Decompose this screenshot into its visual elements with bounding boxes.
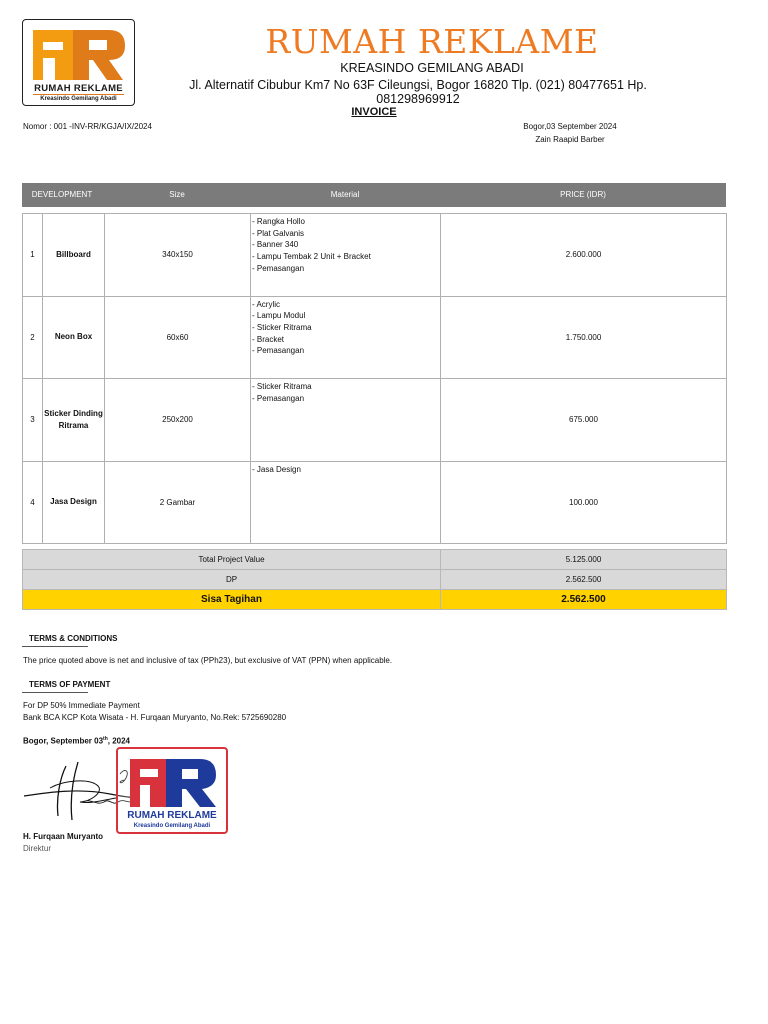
material-line: - Pemasangan xyxy=(252,346,305,356)
total-value: 5.125.000 xyxy=(441,550,727,570)
item-name: Sticker Dinding Ritrama xyxy=(43,379,105,462)
terms-rule xyxy=(22,646,88,647)
date-prefix: Bogor, September 03 xyxy=(23,736,104,746)
company-logo xyxy=(22,19,135,106)
material-line: - Sticker Ritrama xyxy=(252,322,312,332)
header-material: Material xyxy=(330,190,360,199)
invoice-client: Zain Raapid Barber xyxy=(535,135,605,144)
table-header xyxy=(22,183,726,207)
material-line: - Lampu Tembak 2 Unit + Bracket xyxy=(252,252,371,262)
material-line: - Sticker Ritrama xyxy=(252,382,312,391)
item-price: 675.000 xyxy=(441,379,727,462)
logo-divider xyxy=(33,94,124,95)
dp-row xyxy=(23,570,727,590)
table-row xyxy=(23,214,727,297)
item-name: Jasa Design xyxy=(43,461,105,544)
dp-value: 2.562.500 xyxy=(441,570,727,590)
header-price: PRICE (IDR) xyxy=(560,190,606,199)
items-table xyxy=(22,213,727,544)
item-materials xyxy=(251,296,441,379)
table-row xyxy=(23,461,727,544)
item-name: Billboard xyxy=(43,214,105,297)
signer-name: H. Furqaan Muryanto xyxy=(23,832,104,841)
logo-name: RUMAH REKLAME xyxy=(34,83,123,94)
due-label: Sisa Tagihan xyxy=(23,590,441,610)
date-suffix-sup: th xyxy=(103,736,108,742)
company-stamp xyxy=(116,747,228,834)
material-line: - Pemasangan xyxy=(252,263,305,273)
total-row xyxy=(23,550,727,570)
payment-title: TERMS OF PAYMENT xyxy=(29,680,111,689)
item-size: 2 Gambar xyxy=(105,461,251,544)
rr-logo-icon xyxy=(29,26,127,84)
logo-subtitle: Kreasindo Gemilang Abadi xyxy=(40,96,117,102)
row-number: 2 xyxy=(23,296,43,379)
row-number: 4 xyxy=(23,461,43,544)
total-label: Total Project Value xyxy=(23,550,441,570)
payment-rule xyxy=(22,692,88,693)
signature-date xyxy=(23,736,130,746)
item-name: Neon Box xyxy=(43,296,105,379)
material-line: - Acrylic xyxy=(252,299,280,309)
material-line: - Banner 340 xyxy=(252,240,299,250)
terms-text: The price quoted above is net and inclusive of tax (PPh23), but exclusive of VAT (PPN) when applicable. xyxy=(23,656,393,665)
company-title: RUMAH REKLAME xyxy=(265,22,599,61)
due-value: 2.562.500 xyxy=(441,590,727,610)
material-line: - Plat Galvanis xyxy=(252,228,305,238)
invoice-heading: INVOICE xyxy=(351,106,397,118)
material-line: - Pemasangan xyxy=(252,393,305,403)
item-price: 100.000 xyxy=(441,461,727,544)
material-line: - Jasa Design xyxy=(252,464,301,474)
due-row xyxy=(23,590,727,610)
item-size: 60x60 xyxy=(105,296,251,379)
stamp-subtitle: Kreasindo Gemilang Abadi xyxy=(133,823,211,829)
table-row xyxy=(23,296,727,379)
company-address: Jl. Alternatif Cibubur Km7 No 63F Cileungsi, Bogor 16820 Tlp. (021) 80477651 Hp. 081298969912 xyxy=(189,78,647,106)
payment-line-2: Bank BCA KCP Kota Wisata - H. Furqaan Muryanto, No.Rek: 5725690280 xyxy=(23,713,287,722)
row-number: 1 xyxy=(23,214,43,297)
header-development: DEVELOPMENT xyxy=(31,190,93,199)
totals-table xyxy=(22,549,727,610)
item-materials xyxy=(251,379,441,462)
invoice-number: Nomor : 001 -INV-RR/KGJA/IX/2024 xyxy=(23,122,152,131)
material-line: - Lampu Modul xyxy=(252,311,306,321)
item-materials xyxy=(251,461,441,544)
stamp-logo-icon xyxy=(124,753,220,811)
company-subtitle: KREASINDO GEMILANG ABADI xyxy=(340,61,524,75)
material-line: - Bracket xyxy=(252,334,285,344)
date-year: , 2024 xyxy=(107,736,131,746)
header-size: Size xyxy=(169,190,185,199)
dp-label: DP xyxy=(23,570,441,590)
signer-title: Direktur xyxy=(23,844,52,853)
terms-title: TERMS & CONDITIONS xyxy=(29,634,118,643)
stamp-name: RUMAH REKLAME xyxy=(127,810,217,821)
table-row xyxy=(23,379,727,462)
item-price: 2.600.000 xyxy=(441,214,727,297)
material-line: - Rangka Hollo xyxy=(252,217,305,226)
item-size: 340x150 xyxy=(105,214,251,297)
item-materials xyxy=(251,214,441,297)
item-price: 1.750.000 xyxy=(441,296,727,379)
payment-line-1: For DP 50% Immediate Payment xyxy=(23,701,140,710)
invoice-date: Bogor,03 September 2024 xyxy=(523,122,617,131)
item-size: 250x200 xyxy=(105,379,251,462)
row-number: 3 xyxy=(23,379,43,462)
